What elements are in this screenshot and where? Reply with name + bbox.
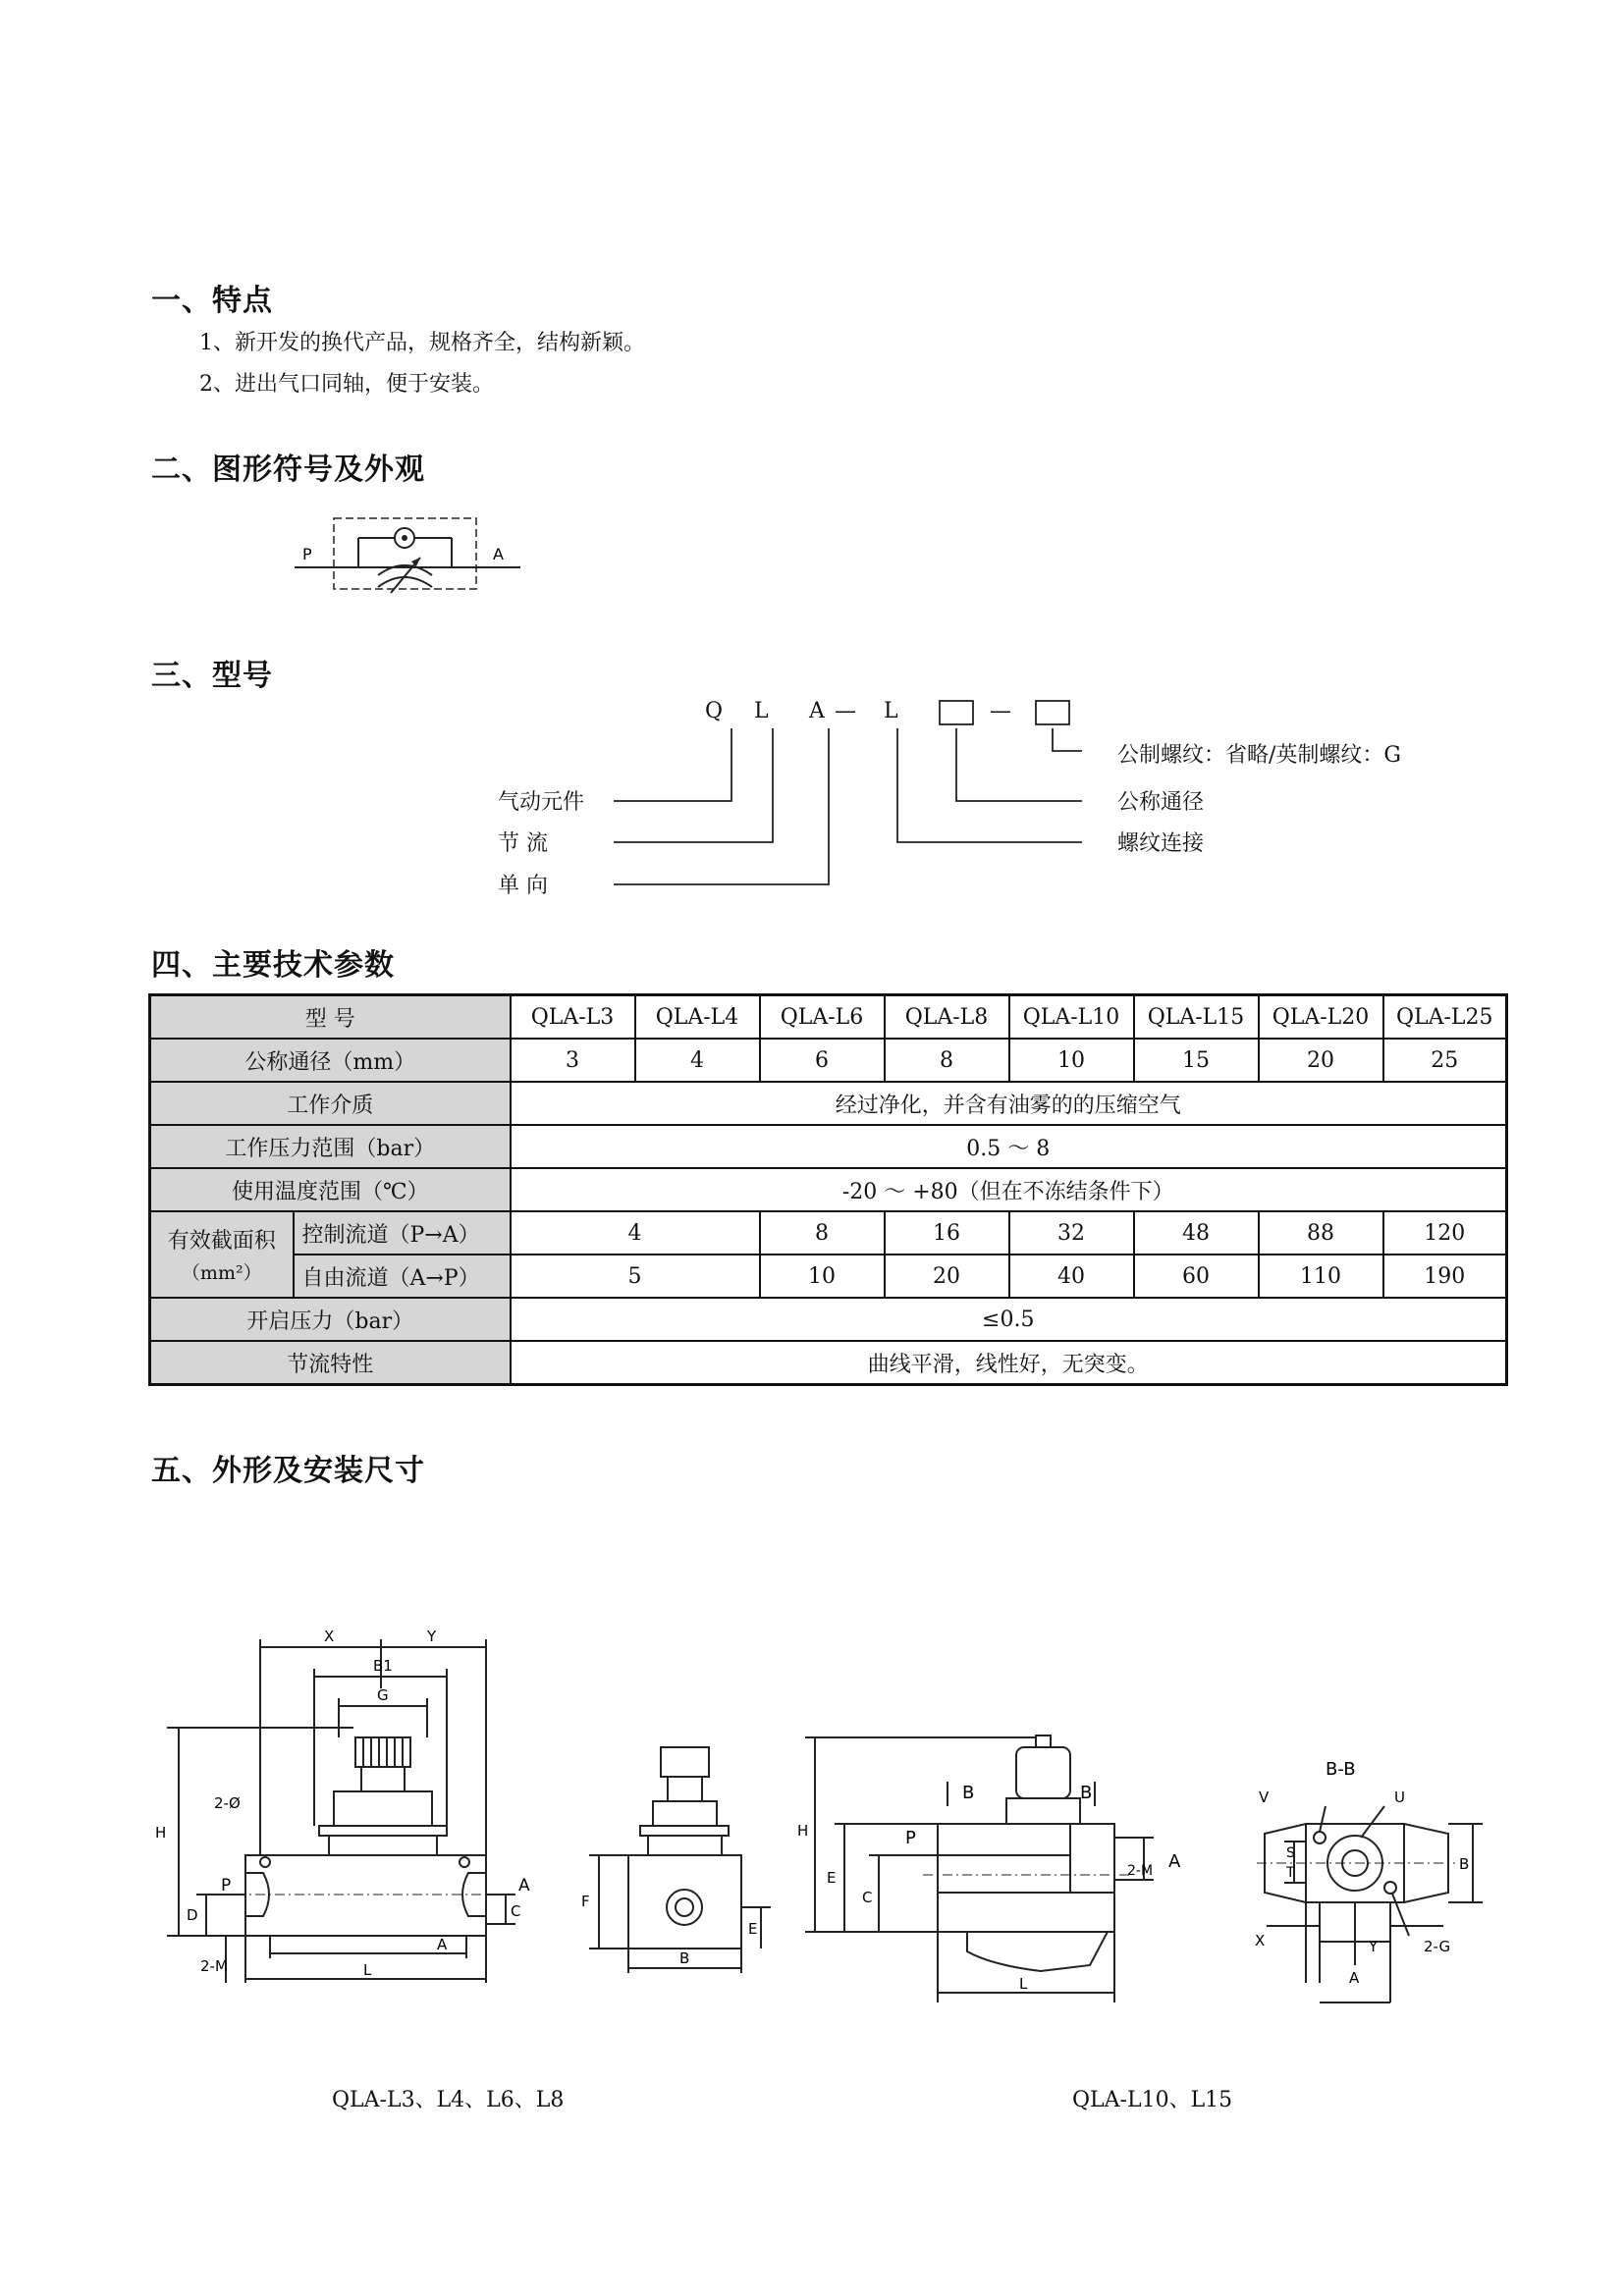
spec-row-free-flow [150,1255,1507,1298]
spec-diameter-cell: 3 [511,1039,635,1082]
code-dash-2: — [990,699,1011,723]
dim-f: F [581,1893,590,1910]
dim-two-phi: 2-Ø [214,1794,241,1812]
spec-area-label-line2: （mm²） [181,1262,262,1284]
specs-heading: 四、主要技术参数 [151,948,395,983]
dim-l-side: L [1019,1975,1028,1993]
dim-v: V [1259,1789,1270,1806]
dim-c-side: C [862,1889,873,1906]
dim-two-m-side: 2-M [1127,1863,1154,1879]
spec-free-cell: 40 [1009,1255,1134,1298]
spec-throttle-characteristic-value: 曲线平滑，线性好，无突变。 [511,1341,1507,1385]
spec-diameter-cell: 20 [1259,1039,1383,1082]
spec-control-cell: 4 [511,1211,760,1255]
feature-item-2: 2、进出气口同轴，便于安装。 [199,372,494,397]
spec-label-opening-pressure: 开启压力（bar） [150,1298,511,1341]
spec-model-cell: QLA-L15 [1134,995,1259,1040]
dim-b-section: B [1459,1855,1470,1873]
spec-label-model: 型 号 [150,995,511,1040]
symbol-port-a: A [493,545,504,563]
dim-b-side: B [679,1949,690,1967]
port-a-side: A [1168,1851,1181,1872]
dim-t: T [1286,1865,1295,1881]
label-thread-connection: 螺纹连接 [1117,831,1205,856]
symbol-heading: 二、图形符号及外观 [151,453,425,487]
spec-label-diameter: 公称通径（mm） [150,1039,511,1082]
dim-u: U [1394,1789,1405,1806]
caption-small-series: QLA-L3、L4、L6、L8 [332,2088,565,2112]
model-code-heading: 三、型号 [151,659,273,693]
spec-label-pressure: 工作压力范围（bar） [150,1125,511,1168]
throttle-valve-symbol [295,510,520,599]
code-letter-a: A [809,699,825,723]
spec-free-cell: 110 [1259,1255,1383,1298]
dim-c: C [511,1902,521,1920]
spec-model-cell: QLA-L20 [1259,995,1383,1040]
port-a-front: A [518,1876,530,1896]
spec-label-free-flow: 自由流道（A→P） [294,1255,511,1298]
spec-opening-pressure-value: ≤0.5 [511,1298,1507,1341]
spec-label-effective-area [150,1211,294,1298]
spec-control-cell: 120 [1383,1211,1507,1255]
spec-control-cell: 16 [885,1211,1009,1255]
spec-row-control-flow [150,1211,1507,1255]
spec-row-diameter [150,1039,1507,1082]
dim-two-g: 2-G [1424,1938,1451,1955]
spec-free-cell: 10 [760,1255,885,1298]
spec-control-cell: 8 [760,1211,885,1255]
caption-large-series: QLA-L10、L15 [1072,2088,1233,2112]
dim-g: G [377,1686,389,1704]
dim-a-section: A [1349,1969,1360,1987]
symbol-port-p: P [302,545,312,563]
dim-y-section: Y [1369,1938,1379,1955]
spec-model-cell: QLA-L3 [511,995,635,1040]
label-pneumatic-element: 气动元件 [498,790,585,815]
port-p-side: P [905,1828,916,1848]
spec-model-cell: QLA-L8 [885,995,1009,1040]
spec-free-cell: 190 [1383,1255,1507,1298]
spec-control-cell: 32 [1009,1211,1134,1255]
spec-control-cell: 48 [1134,1211,1259,1255]
cut-mark-b-left: B [962,1783,975,1803]
spec-free-cell: 5 [511,1255,760,1298]
label-nominal-diameter: 公称通径 [1117,790,1205,815]
feature-item-1: 1、新开发的换代产品，规格齐全，结构新颖。 [199,331,645,355]
dim-s: S [1286,1845,1295,1861]
spec-diameter-cell: 25 [1383,1039,1507,1082]
label-thread-type: 公制螺纹：省略/英制螺纹：G [1117,743,1401,768]
spec-row-throttle-characteristic [150,1341,1507,1385]
spec-area-label-line1: 有效截面积 [167,1229,276,1254]
spec-model-cell: QLA-L6 [760,995,885,1040]
spec-temperature-value: -20 ～ +80（但在不冻结条件下） [511,1168,1507,1211]
spec-label-temperature: 使用温度范围（℃） [150,1168,511,1211]
cut-mark-b-right: B [1080,1783,1093,1803]
features-heading: 一、特点 [151,284,273,318]
dim-b1: B1 [373,1657,393,1675]
spec-free-cell: 60 [1134,1255,1259,1298]
spec-label-control-flow: 控制流道（P→A） [294,1211,511,1255]
spec-label-throttle-characteristic: 节流特性 [150,1341,511,1385]
spec-diameter-cell: 8 [885,1039,1009,1082]
spec-diameter-cell: 6 [760,1039,885,1082]
port-p-front: P [221,1876,232,1896]
dim-x: X [324,1629,335,1645]
spec-diameter-cell: 15 [1134,1039,1259,1082]
spec-row-pressure [150,1125,1507,1168]
label-throttle: 节 流 [498,831,548,856]
spec-model-cell: QLA-L25 [1383,995,1507,1040]
code-dash-1: — [835,699,856,723]
spec-diameter-cell: 4 [635,1039,760,1082]
code-letter-l2: L [884,699,898,723]
dim-h-side: H [797,1822,809,1840]
dim-two-m: 2-M [200,1957,228,1975]
spec-model-cell: QLA-L4 [635,995,760,1040]
spec-row-temperature [150,1168,1507,1211]
dimensions-heading: 五、外形及安装尺寸 [151,1454,425,1488]
drawing-large-series [795,1708,1502,2042]
spec-model-cell: QLA-L10 [1009,995,1134,1040]
spec-row-opening-pressure [150,1298,1507,1341]
spec-diameter-cell: 10 [1009,1039,1134,1082]
drawing-small-series [137,1629,785,2022]
dim-e-side: E [748,1920,758,1938]
spec-medium-value: 经过净化，并含有油雾的的压缩空气 [511,1082,1507,1125]
dim-e-side2: E [827,1869,837,1887]
section-label-b-b: B-B [1326,1759,1356,1780]
code-letter-l: L [754,699,769,723]
dim-l-front: L [363,1961,372,1979]
dim-y: Y [427,1629,437,1645]
spec-table [148,993,1508,1386]
dim-x-section: X [1255,1932,1266,1949]
dim-a-front: A [437,1936,448,1953]
spec-label-medium: 工作介质 [150,1082,511,1125]
code-letter-q: Q [705,699,724,723]
spec-free-cell: 20 [885,1255,1009,1298]
spec-row-model [150,995,1507,1040]
dim-d: D [187,1906,198,1924]
label-one-way: 单 向 [498,874,548,898]
spec-pressure-value: 0.5 ～ 8 [511,1125,1507,1168]
dim-h: H [155,1824,167,1842]
spec-control-cell: 88 [1259,1211,1383,1255]
spec-row-medium [150,1082,1507,1125]
